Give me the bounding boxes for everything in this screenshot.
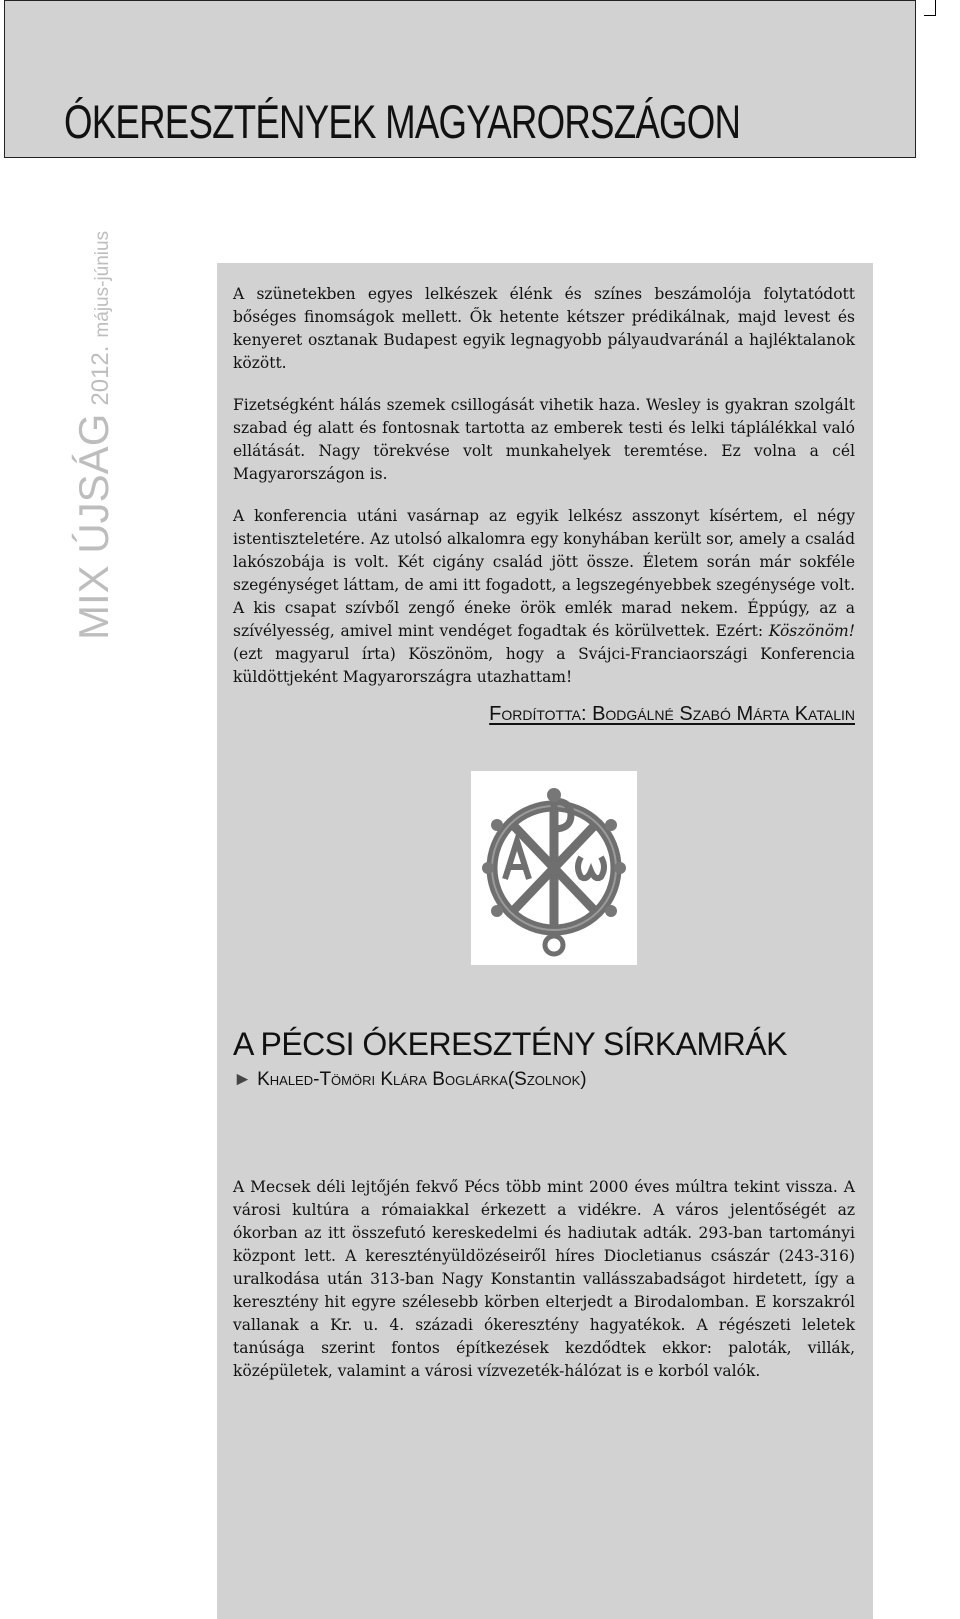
issue-month: május-június (92, 230, 113, 338)
article2-body (233, 1176, 855, 1402)
paragraph: Fizetségként hálás szemek csillogását vihetik haza. Wesley is gyakran szolgált szabad ég alatt és fontosnak tartotta az emberek testi és lelki táplálékkal való ellátását. Nagy törekvése volt munkahelyek teremtése. Ez volna a cél Magyarországon is. (233, 396, 855, 483)
paragraph: A konferencia utáni vasárnap az egyik lelkész asszonyt kísértem, el négy istentiszteletére. Az utolsó alkalomra egy konyhában került sor, amely a család lakószobája is volt. Két cigány család jött össze. Életem során már sokféle szegénységet láttam, de ami itt fogadott, a legszegényebbek szegénysége volt. A kis csapat szívből zengő éneke örök emlék marad nekem. Éppúgy, az a szívélyesség, amivel mint vendéget fogadtak és körülvettek. Ezért: Köszönöm! (ezt magyarul írta) Köszönöm, hogy a Svájci-Franciaországi Konferencia küldöttjeként Magyarországra utazhattam! (233, 507, 855, 686)
paragraph: A szünetekben egyes lelkészek élénk és színes beszámolója folytatódott bőséges finomságok mellett. Ők hetente kétszer prédikálnak, majd levest és kenyeret osztanak Budapest egyik legnagyobb pályaudvaránál a hajléktalanok között. (233, 285, 855, 372)
arrow-right-icon: ► (233, 1069, 252, 1090)
paragraph: A Mecsek déli lejtőjén fekvő Pécs több mint 2000 éves múltra tekint vissza. A városi kultúra a rómaiakkal érkezett a vidékre. A város jelentőségét az ókorban az itt összefutó kereskedelmi és hadiutak adták. 293-ban tartományi központ lett. A keresztényüldözéseiről híres Diocletianus császár (243-316) uralkodása után 313-ban Nagy Konstantin vallásszabadságot hirdetett, így a keresztény hit egyre szélesebb körben elterjedt a Birodalomban. E korszakról vallanak a Kr. u. 4. századi ókeresztény hagyatékok. A régészeti leletek tanúsága szerint fontos építkezések kezdődtek ekkor: paloták, villák, középületek, valamint a városi vízvezeték-hálózat is e korból valók. (233, 1178, 855, 1380)
chi-rho-cross-icon (471, 771, 637, 965)
article1-body (233, 283, 855, 708)
issue-year: 2012. (87, 345, 114, 406)
translator-credit: Fordította: Bodgálné Szabó Márta Katalin (489, 703, 855, 725)
chi-rho-cross-image (471, 771, 637, 965)
section-title: A PÉCSI ÓKERESZTÉNY SÍRKAMRÁK (233, 1026, 787, 1062)
side-label (70, 231, 118, 640)
thanks-emphasis: Köszönöm! (768, 622, 855, 640)
author-line (233, 1069, 587, 1091)
crop-mark-right-v (935, 0, 936, 16)
crop-mark-right-h (924, 15, 936, 16)
page-title: ÓKERESZTÉNYEK MAGYARORSZÁGON (64, 95, 741, 148)
magazine-name: MIX ÚJSÁG (70, 413, 117, 640)
author-name: Khaled-Tömöri Klára Boglárka(Szolnok) (257, 1069, 587, 1090)
